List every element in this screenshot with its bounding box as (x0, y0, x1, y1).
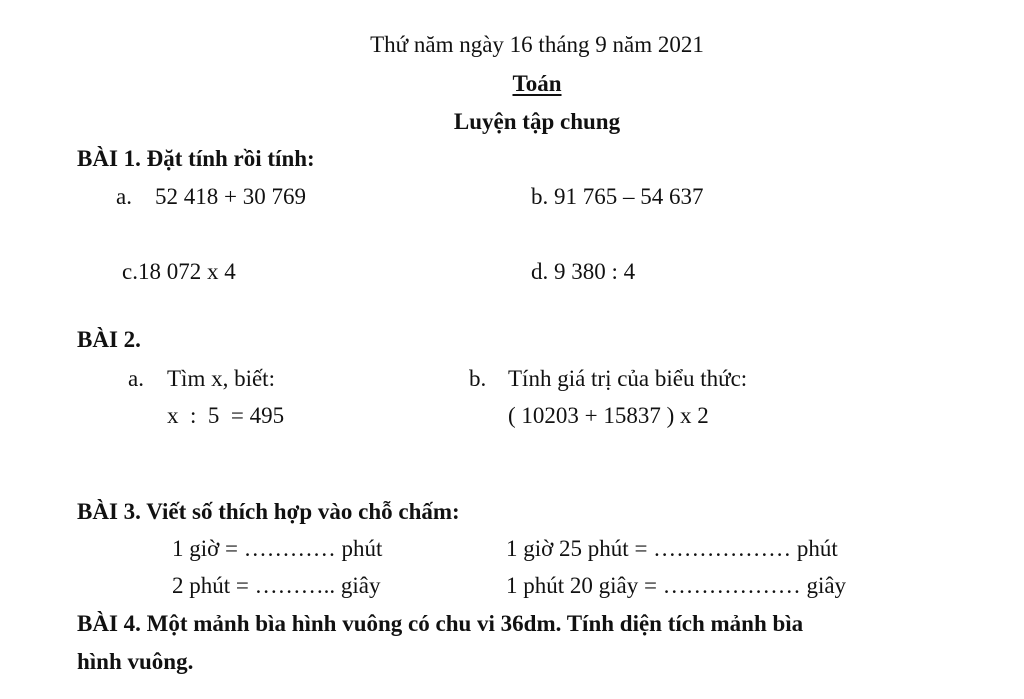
bai1-title: BÀI 1. Đặt tính rồi tính: (77, 146, 315, 171)
bai1-d-expression: d. 9 380 : 4 (531, 259, 636, 284)
date-line: Thứ năm ngày 16 tháng 9 năm 2021 (370, 32, 704, 57)
bai4-line1: BÀI 4. Một mảnh bìa hình vuông có chu vi 36dm. Tính diện tích mảnh bìa (77, 611, 804, 636)
subject-title: Toán (512, 71, 562, 96)
bai3-row2-right: 1 phút 20 giây = ……………… giây (506, 573, 847, 598)
lesson-title: Luyện tập chung (453, 109, 621, 134)
bai3-row1-left: 1 giờ = ………… phút (172, 536, 383, 561)
bai3-row1-right: 1 giờ 25 phút = ……………… phút (506, 536, 838, 561)
bai1-a-label: a. (116, 184, 132, 209)
bai2-a-label: a. (128, 366, 144, 391)
bai3-row2-left: 2 phút = ……….. giây (172, 573, 381, 598)
bai2-b-text: Tính giá trị của biểu thức: (508, 366, 748, 391)
bai1-b-expression: b. 91 765 – 54 637 (531, 184, 704, 209)
bai1-a-expression: 52 418 + 30 769 (155, 184, 306, 209)
bai2-b-label: b. (469, 366, 487, 391)
bai2-a-text: Tìm x, biết: (167, 366, 275, 391)
bai1-c-expression: c.18 072 x 4 (122, 259, 236, 284)
bai3-title: BÀI 3. Viết số thích hợp vào chỗ chấm: (77, 499, 460, 524)
bai2-a-expression: x : 5 = 495 (167, 403, 285, 428)
bai2-title: BÀI 2. (77, 327, 141, 352)
bai2-b-expression: ( 10203 + 15837 ) x 2 (508, 403, 709, 428)
bai4-line2: hình vuông. (77, 649, 194, 674)
